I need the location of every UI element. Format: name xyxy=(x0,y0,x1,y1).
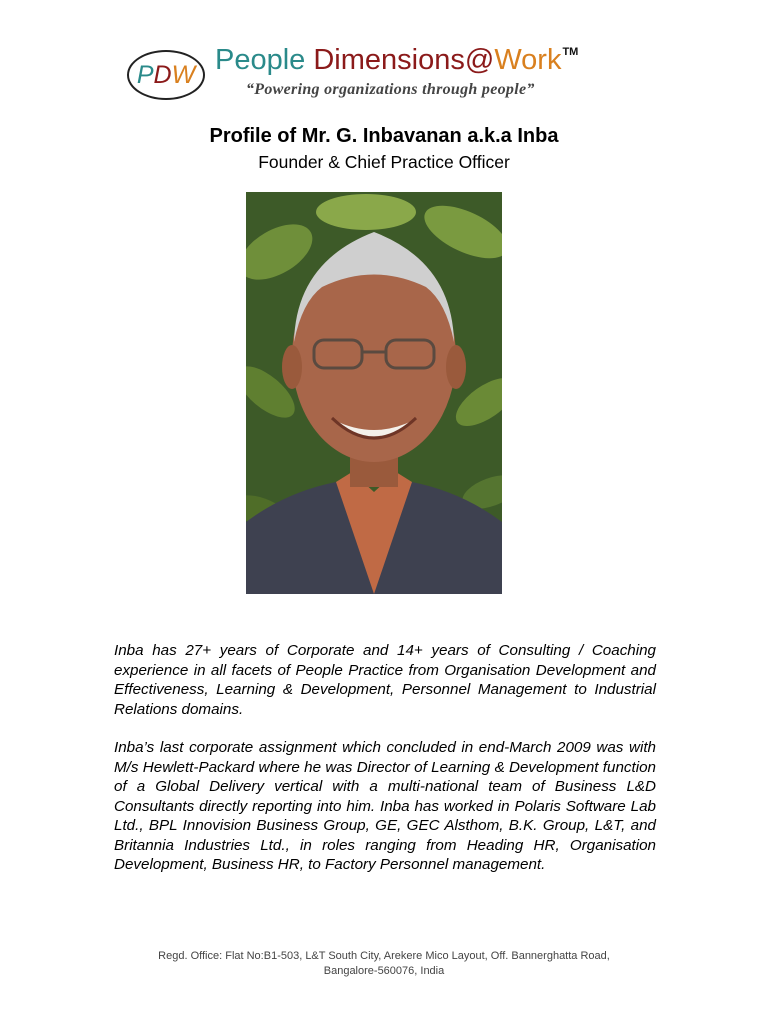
profile-photo xyxy=(246,192,502,594)
bio-paragraph-2: Inba’s last corporate assignment which concluded in end-March 2009 was with M/s Hewlett-Packard where he was Director of Learning & Development function of a Global Delivery vertical with a multi-national team of Business L&D Consultants directly reporting into him. Inba has worked in Polaris Software Lab Ltd., BPL Innovision Business Group, GE, GEC Alsthom, B.K. Group, L&T, and Britannia Industries Ltd., in roles ranging from Heading HR, Organisation Development, Business HR, to Factory Personnel management. xyxy=(114,739,656,873)
brand-part-people: People xyxy=(215,44,314,76)
profile-photo-illustration xyxy=(246,192,502,594)
brand-part-work: Work xyxy=(494,44,562,76)
footer-line-1: Regd. Office: Flat No:B1-503, L&T South City, Arekere Mico Layout, Off. Bannerghatta Road, xyxy=(158,950,610,962)
trademark-mark: TM xyxy=(562,46,579,58)
pdw-logo xyxy=(127,50,205,100)
role-subtitle: Founder & Chief Practice Officer xyxy=(258,152,510,172)
bio-paragraph-1: Inba has 27+ years of Corporate and 14+ years of Consulting / Coaching experience in all facets of People Practice from Organisation Development and Effectiveness, Learning & Development, Personnel Management to Industrial Relations domains. xyxy=(114,642,656,718)
logo-letter-w: W xyxy=(171,60,196,89)
logo-letter-d: D xyxy=(153,60,172,89)
page-title: Profile of Mr. G. Inbavanan a.k.a Inba xyxy=(209,125,559,147)
brand-part-dimensions: Dimensions@ xyxy=(313,44,495,76)
logo-letter-p: P xyxy=(136,60,154,89)
brand-name xyxy=(215,44,578,77)
tagline: “Powering organizations through people” xyxy=(246,81,535,98)
footer-address xyxy=(0,949,768,979)
header xyxy=(0,44,768,108)
bio-text xyxy=(114,641,656,894)
footer-line-2: Bangalore-560076, India xyxy=(323,965,445,977)
